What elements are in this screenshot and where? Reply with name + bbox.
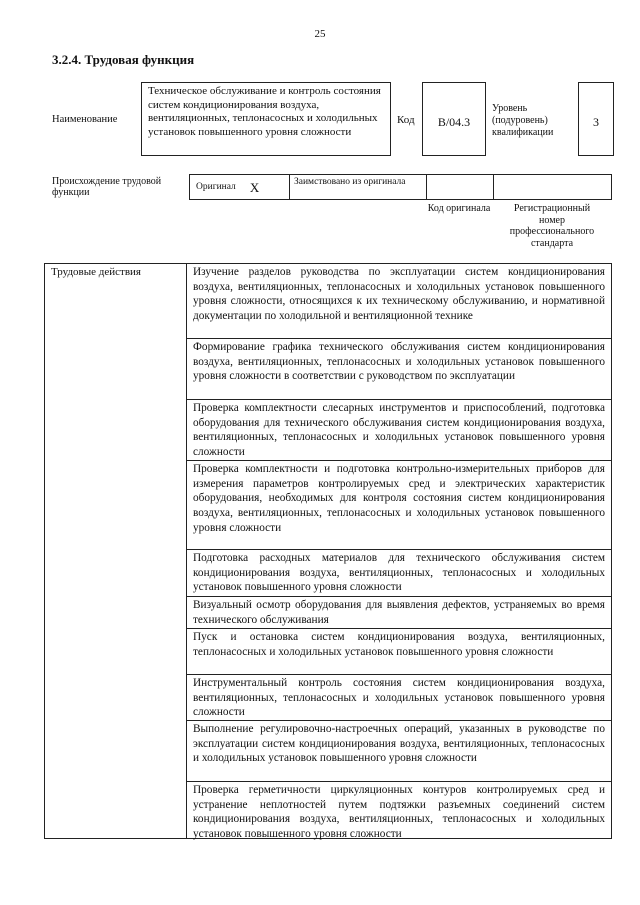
function-code: B/04.3 [437,115,471,129]
function-name-box [141,82,391,156]
function-code-box [422,82,486,156]
labor-actions-label: Трудовые действия [51,266,141,278]
labor-action-row: Проверка герметичности циркуляционных контуров контролируемых сред и устранение неплотностей путем подтяжки разъемных соединений систем кондиционирования воздуха, вентиляционных, теплонасосных и холодильных установок повышенного уровня сложности [193,784,605,841]
labor-actions-table [44,263,612,839]
original-code-cell [427,175,494,199]
origin-label: Происхождение трудовой функции [52,176,162,198]
original-mark: X [249,179,260,195]
page-number: 25 [314,28,326,40]
labor-action-row: Изучение разделов руководства по эксплуатации систем кондиционирования воздуха, вентиляционных, теплонасосных и холодильных установок повышенного уровня сложности, относящихся к их техническому обслуживанию, и нормативной документации по холодильной и вентиляционной технике [187,264,611,339]
section-title: 3.2.4. Трудовая функция [52,52,195,67]
original-cell [190,175,290,199]
labor-action-row: Пуск и остановка систем кондиционирования воздуха, вентиляционных, теплонасосных и холодильных установок повышенного уровня сложности [187,629,611,675]
code-label: Код [397,114,415,126]
labor-action-row: Проверка комплектности слесарных инструментов и приспособлений, подготовка оборудования для технического обслуживания систем кондиционирования воздуха, вентиляционных, теплонасосных и холодильных установок повышенного уровня сложности [187,400,611,461]
registration-number-cell [494,175,611,199]
naming-label: Наименование [52,114,118,125]
origin-row [189,174,612,200]
borrowed-cell [290,175,427,199]
labor-action-row: Выполнение регулировочно-настроечных операций, указанных в руководстве по эксплуатации систем кондиционирования воздуха, вентиляционных, теплонасосных и холодильных установок повышенного уровня сложности [187,721,611,782]
labor-action-row: Визуальный осмотр оборудования для выявления дефектов, устраняемых во время технического обслуживания [187,597,611,629]
borrowed-label: Заимствовано из оригинала [294,177,406,187]
code-caption: Код оригинала [427,203,491,214]
registration-caption: Регистрационный номер профессионального стандарта [509,203,595,249]
labor-action-row: Инструментальный контроль состояния систем кондиционирования воздуха, вентиляционных, теплонасосных и холодильных установок повышенного уровня сложности [187,675,611,721]
original-label: Оригинал [196,181,236,192]
labor-action-row: Подготовка расходных материалов для технического обслуживания систем кондиционирования воздуха, вентиляционных, теплонасосных и холодильных установок повышенного уровня сложности [187,550,611,597]
function-name: Техническое обслуживание и контроль состояния систем кондиционирования воздуха, вентиляционных, теплонасосных и холодильных установок повышенного уровня сложности [148,85,381,138]
labor-action-row: Формирование графика технического обслуживания систем кондиционирования воздуха, вентиляционных, теплонасосных и холодильных установок повышенного уровня сложности в соответствии с руководством по эксплуатации [187,339,611,400]
labor-action-row: Проверка комплектности и подготовка контрольно-измерительных приборов для измерения параметров контролируемых сред и электрических характеристик оборудования, необходимых для контроля состояния систем кондиционирования воздуха, вентиляционных, теплонасосных и холодильных установок повышенного уровня сложности [187,461,611,550]
qualification-level-box [578,82,614,156]
level-label: Уровень (подуровень) квалификации [492,103,554,138]
qualification-level: 3 [593,115,599,129]
labor-actions-list [187,264,611,840]
